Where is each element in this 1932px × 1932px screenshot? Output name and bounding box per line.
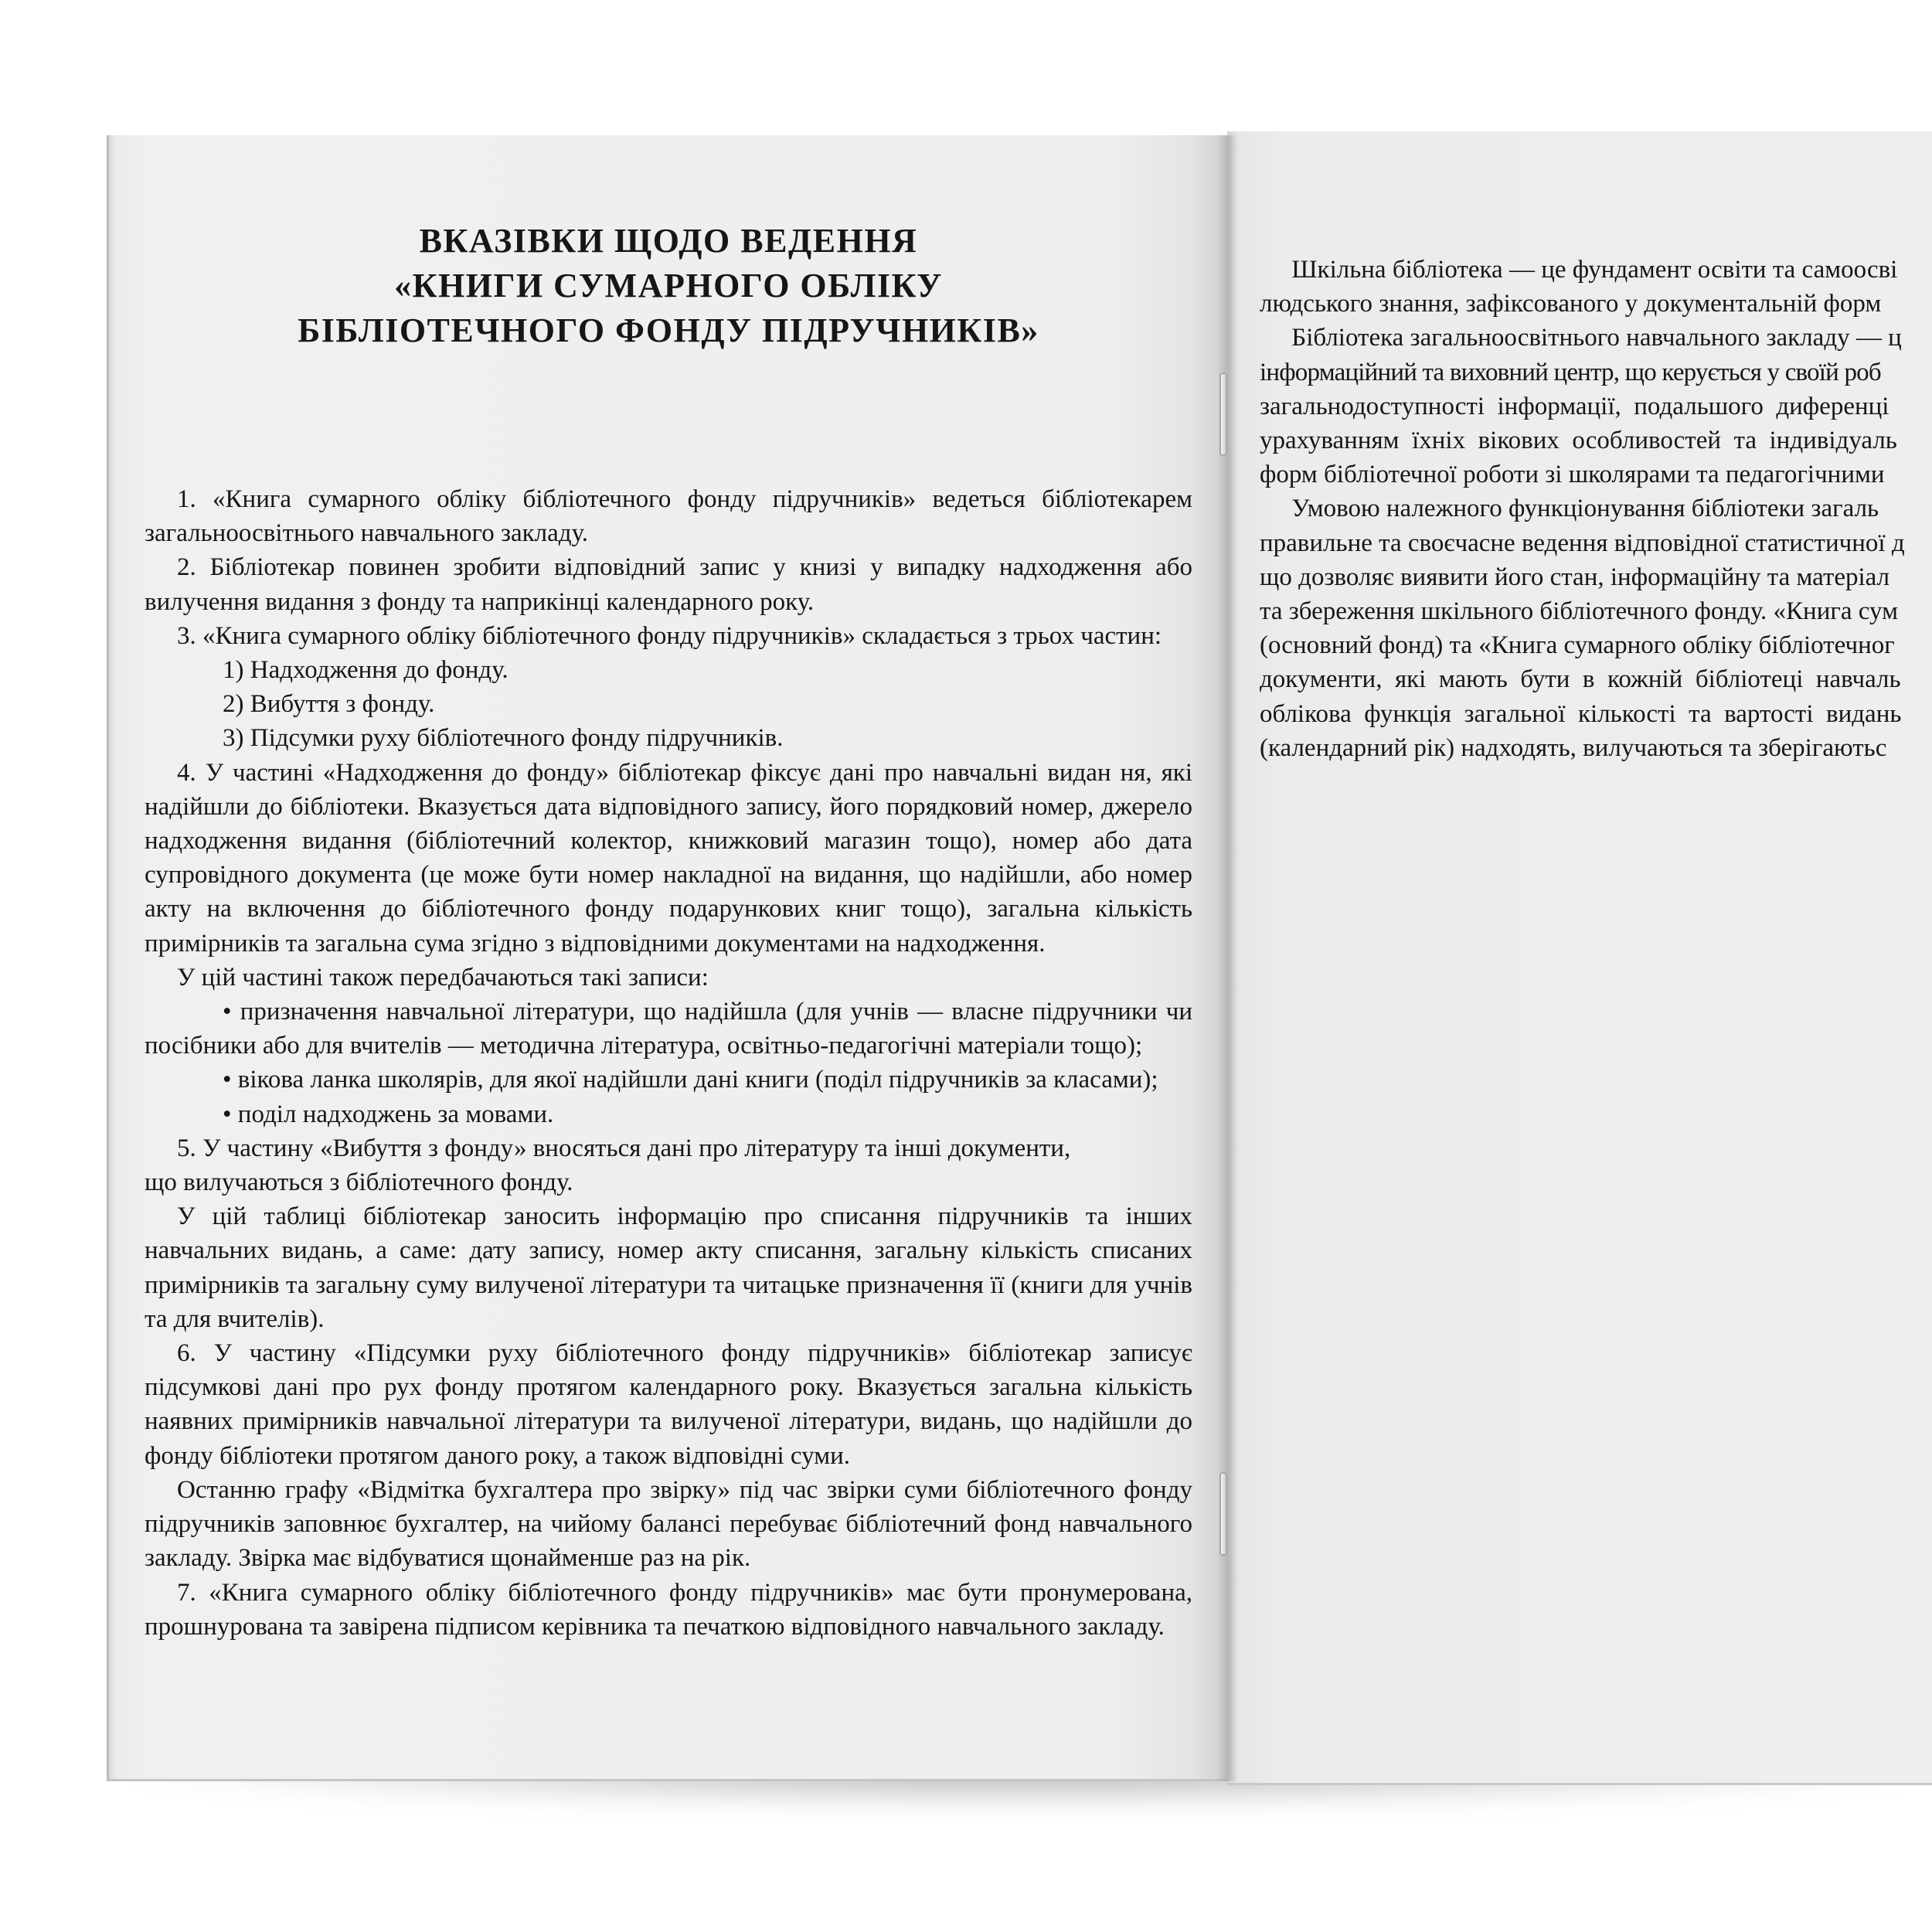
text-line: документи, які мають бути в кожній бібліотеці навчаль <box>1260 665 1901 694</box>
paragraph: 1. «Книга сумарного обліку бібліотечного фонду підручників» ведеться бібліотекарем загальноосвітнього навчального закладу. <box>145 485 1192 548</box>
left-page-body <box>145 482 1192 1644</box>
text-line: правильне та своєчасне ведення відповідної статистичної д <box>1260 529 1905 557</box>
page-title <box>201 219 1136 353</box>
list-item: 1) Надходження до фонду. <box>223 656 509 685</box>
list-item: 3) Підсумки руху бібліотечного фонду підручників. <box>223 724 784 753</box>
paragraph: 3. «Книга сумарного обліку бібліотечного фонду підручників» складається з трьох частин: <box>177 621 1162 650</box>
text-line: інформаційний та виховний центр, що керується у своїй роб <box>1260 358 1881 386</box>
text-line: Шкільна бібліотека — це фундамент освіти та самоосві <box>1260 256 1898 284</box>
text-line: (календарний рік) надходять, вилучаються та зберігаютьс <box>1260 733 1887 762</box>
paragraph: 2. Бібліотекар повинен зробити відповідний запис у книзі у випадку надходження або вилучення видання з фонду та наприкінці календарного року. <box>145 553 1192 616</box>
paragraph: 5. У частину «Вибуття з фонду» вносяться дані про літературу та інші документи, <box>177 1134 1071 1162</box>
paragraph: 6. У частину «Підсумки руху бібліотечного фонду підручників» бібліотекар записує підсумкові дані про рух фонду протягом календарного року. Вказується загальна кількість наявних примірників навчальної літератури та вилученої літератури, видань, що надійшли до фонду бібліотеки протягом даного року, а також відповідні суми. <box>145 1339 1192 1470</box>
text-line: що дозволяє виявити його стан, інформаційну та матеріал <box>1260 563 1890 591</box>
paragraph: У цій таблиці бібліотекар заносить інформацію про списання підручників та інших навчальних видань, а саме: дату запису, номер акту списання, загальну кількість списаних примірників та загальну суму вилученої літератури та читацьке призначення її (книги для учнів та для вчителів). <box>145 1202 1192 1333</box>
paragraph: У цій частині також передбачаються такі записи: <box>177 963 709 992</box>
paragraph: 4. У частині «Надходження до фонду» бібліотекар фіксує дані про навчальні видан ня, які надійшли до бібліотеки. Вказується дата відповідного запису, його порядковий номер, джерело надходження видання (бібліотечний колектор, книжковий магазин тощо), номер або дата супровідного документа (це може бути номер накладної на видання, що надійшли, або номер акту на включення до бібліотечного фонду подарункових книг тощо), загальна кількість примірників та загальна сума згідно з відповідними документами на надходження. <box>145 758 1192 957</box>
staple-top <box>1219 372 1227 456</box>
bullet-item: • поділ надходжень за мовами. <box>223 1100 554 1128</box>
text-line: облікова функція загальної кількості та вартості видань <box>1260 699 1902 728</box>
paragraph: що вилучаються з бібліотечного фонду. <box>145 1168 573 1197</box>
text-line: форм бібліотечної роботи зі школярами та педагогічними <box>1260 461 1885 489</box>
list-item: 2) Вибуття з фонду. <box>223 690 435 719</box>
bullet-item: • вікова ланка школярів, для якої надійшли дані книги (поділ підручників за класами); <box>223 1066 1158 1094</box>
title-line: ВКАЗІВКИ ЩОДО ВЕДЕННЯ <box>419 222 918 260</box>
text-line: та збереження шкільного бібліотечного фонду. «Книга сум <box>1260 597 1898 626</box>
text-line: людського знання, зафіксованого у документальній форм <box>1260 290 1882 318</box>
right-page-clip <box>1227 131 1932 1785</box>
right-page-body <box>1260 253 1932 765</box>
paragraph: Останню графу «Відмітка бухгалтера про звірку» під час звірки суми бібліотечного фонду підручників заповнює бухгалтер, на чийому балансі перебуває бібліотечний фонд навчального закладу. Звірка має відбуватися щонайменше раз на рік. <box>145 1475 1192 1573</box>
bullet-item: • призначення навчальної літератури, що надійшла (для учнів — власне підручники чи посібники або для вчителів — методична література, освітньо-педагогічні матеріали тощо); <box>145 998 1192 1060</box>
paragraph: 7. «Книга сумарного обліку бібліотечного фонду підручників» має бути пронумерована, прошнурована та завірена підписом керівника та печаткою відповідного навчального закладу. <box>145 1578 1192 1641</box>
text-line: Умовою належного функціонування бібліотеки загаль <box>1260 495 1879 523</box>
text-line: Бібліотека загальноосвітнього навчального закладу — ц <box>1260 324 1902 352</box>
title-line: «КНИГИ СУМАРНОГО ОБЛІКУ <box>394 267 943 304</box>
text-line: урахуванням їхніх вікових особливостей та індивідуаль <box>1260 427 1897 455</box>
text-line: загальнодоступності інформації, подальшого диференці <box>1260 392 1889 420</box>
text-line: (основний фонд) та «Книга сумарного обліку бібліотечног <box>1260 631 1895 660</box>
staple-bottom <box>1219 1472 1227 1556</box>
title-line: БІБЛІОТЕЧНОГО ФОНДУ ПІДРУЧНИКІВ» <box>298 311 1039 349</box>
